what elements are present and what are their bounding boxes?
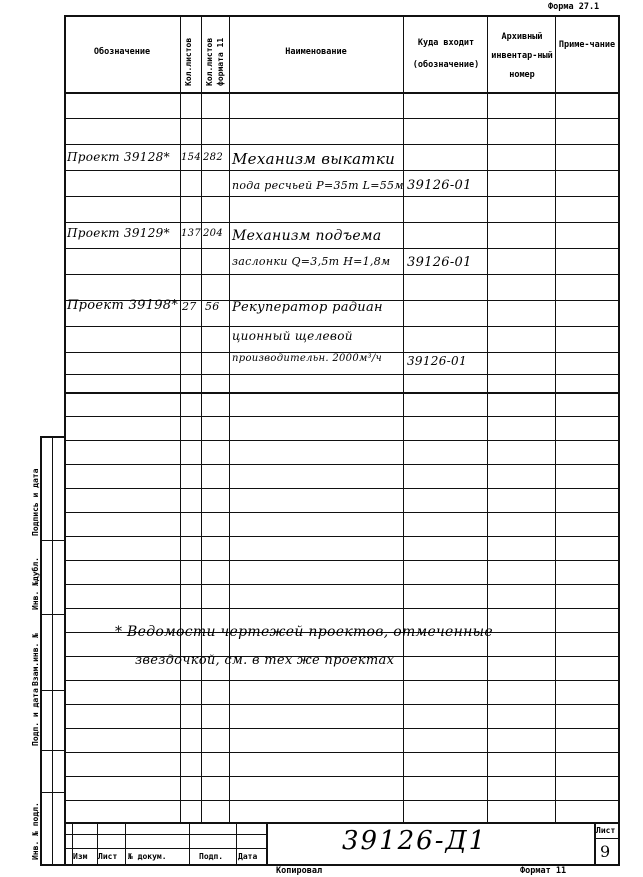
row-line	[64, 196, 620, 197]
tb-col	[125, 822, 126, 864]
row-line	[64, 440, 620, 441]
col-line-6	[555, 15, 556, 822]
side-sep	[40, 750, 64, 751]
header-designation: Обозначение	[93, 47, 151, 57]
stamp-signature: Подп.	[199, 852, 224, 861]
side-sep	[40, 690, 64, 691]
side-column-outer	[40, 436, 42, 864]
titleblock-top	[64, 822, 620, 824]
row-3-name-line-3: производительн. 2000м³/ч	[232, 353, 383, 364]
bottom-format: Формат 11	[520, 866, 567, 876]
row-1-designation: Проект 39128*	[67, 150, 170, 164]
row-line	[64, 416, 620, 417]
row-2-name-line-1: Механизм подъема	[232, 228, 382, 244]
row-line	[64, 512, 620, 513]
row-line	[64, 464, 620, 465]
row-line	[64, 248, 620, 249]
stamp-date: Дата	[238, 852, 258, 861]
header-note: Приме-чание	[558, 40, 616, 50]
row-line	[64, 144, 620, 145]
row-2-name-line-2: заслонки Q=3,5т H=1,8м	[232, 255, 391, 268]
col-line-1	[180, 15, 181, 822]
side-sep	[40, 614, 64, 615]
footnote-line-2: звездочкой, см. в тех же проектах	[135, 653, 395, 668]
side-dup-inv: Инв. №дубл.	[31, 557, 40, 610]
header-archive: Архивный инвентар-ный номер	[491, 32, 553, 80]
row-1-name-line-1: Механизм выкатки	[232, 150, 396, 168]
row-line	[64, 488, 620, 489]
side-replace-inv: Взам.инв. №	[31, 633, 40, 686]
row-line	[64, 392, 620, 394]
header-included-in: Куда входит (обозначение)	[412, 38, 480, 70]
row-line	[64, 584, 620, 585]
row-1-included-in: 39126-01	[407, 178, 472, 193]
row-3-included-in: 39126-01	[407, 354, 467, 368]
row-line	[64, 274, 620, 275]
row-2-sheets: 137	[181, 228, 201, 239]
tb-sheet-sep	[594, 838, 620, 839]
row-2-format-sheets: 204	[203, 228, 223, 239]
row-line	[64, 800, 620, 801]
row-line	[64, 776, 620, 777]
col-line-2	[201, 15, 202, 822]
side-sep	[40, 792, 64, 793]
row-line	[64, 326, 620, 327]
form-label: Форма 27.1	[548, 2, 600, 12]
side-orig-inv: Инв. № подл.	[31, 802, 40, 860]
row-line	[64, 560, 620, 561]
row-3-sheets: 27	[182, 300, 197, 313]
header-name: Наименование	[285, 47, 347, 57]
col-line-4	[403, 15, 404, 822]
header-separator	[64, 92, 620, 94]
row-line	[64, 704, 620, 705]
row-line	[64, 536, 620, 537]
footnote-line-1: * Ведомости чертежей проектов, отмеченные	[115, 624, 493, 640]
frame-top	[64, 15, 620, 17]
row-2-included-in: 39126-01	[407, 255, 472, 270]
row-1-sheets: 154	[181, 152, 201, 163]
row-1-format-sheets: 282	[203, 152, 223, 163]
row-line	[64, 680, 620, 681]
header-sheets-count: Кол.листов	[184, 37, 193, 86]
row-3-designation: Проект 39198*	[67, 298, 179, 313]
header-sheets-format: Кол.листов формата 11	[205, 37, 225, 86]
tb-col	[236, 822, 237, 864]
row-2-designation: Проект 39129*	[67, 226, 170, 240]
row-3-name-line-1: Рекуператор радиан	[232, 300, 383, 315]
stamp-doc-no: № докум.	[128, 852, 167, 861]
side-sign-date-1: Подпись и дата	[31, 468, 40, 536]
col-line-3	[229, 15, 230, 822]
tb-col	[266, 822, 268, 864]
side-column-inner	[52, 436, 53, 864]
row-1-name-line-2: пода ресчьей Р=35т L=55м	[232, 179, 404, 192]
row-line	[64, 608, 620, 609]
stamp-change: Изм	[73, 852, 88, 861]
row-line	[64, 374, 620, 375]
side-top	[40, 436, 64, 438]
row-line	[64, 752, 620, 753]
side-sign-date-2: Подп. и дата	[31, 688, 40, 746]
row-3-name-line-2: ционный щелевой	[232, 329, 353, 343]
col-line-5	[487, 15, 488, 822]
stamp-code: 39126-Д1	[342, 826, 488, 856]
row-3-format-sheets: 56	[205, 300, 220, 313]
stamp-sheet: Лист	[98, 852, 118, 861]
side-sep	[40, 540, 64, 541]
row-line	[64, 118, 620, 119]
bottom-copied: Копировал	[276, 866, 323, 876]
tb-col	[189, 822, 190, 864]
row-line	[64, 222, 620, 223]
stamp-sheet-label: Лист	[596, 826, 616, 835]
row-line	[64, 728, 620, 729]
stamp-sheet-no: 9	[600, 842, 611, 861]
row-line	[64, 170, 620, 171]
